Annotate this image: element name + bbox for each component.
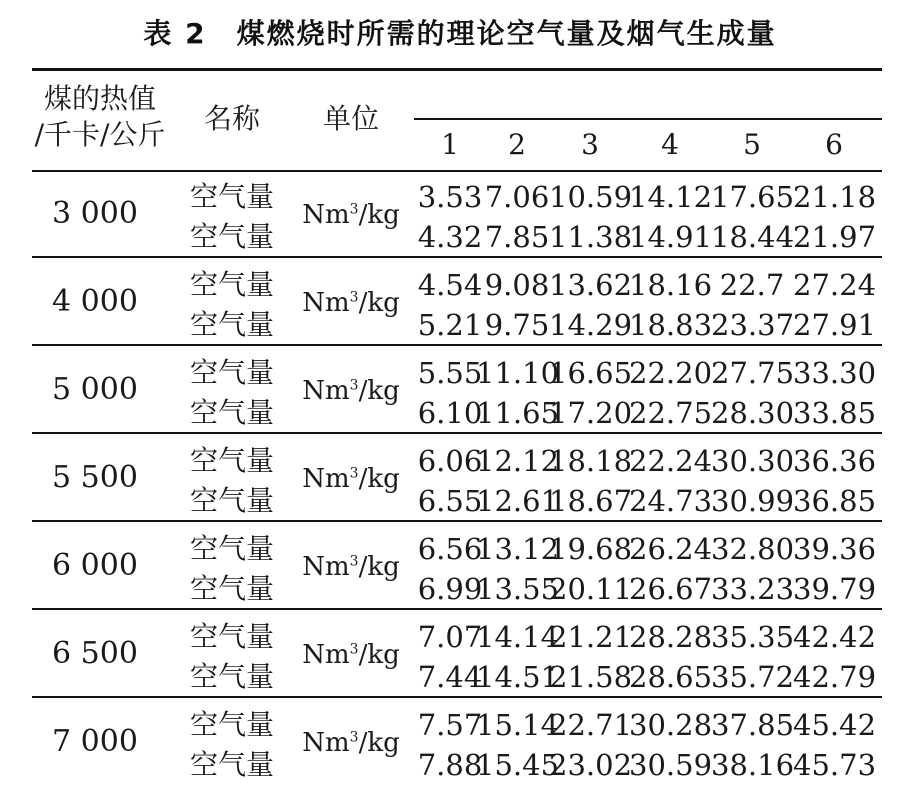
flue-value-cell: 11.38 bbox=[549, 220, 633, 254]
heat-value-cell: 5 000 bbox=[52, 372, 138, 407]
name-cell-air: 空气量 bbox=[189, 180, 274, 213]
air-value-cell: 32.80 bbox=[711, 532, 795, 566]
flue-value-cell: 7.88 bbox=[417, 748, 483, 782]
header-subrule bbox=[414, 118, 882, 120]
air-value-cell: 13.62 bbox=[549, 268, 633, 302]
air-value-cell: 22.7 bbox=[719, 268, 785, 302]
row-separator bbox=[32, 432, 882, 434]
heat-value-cell: 6 000 bbox=[52, 548, 138, 583]
heat-value-cell: 4 000 bbox=[52, 284, 138, 319]
flue-value-cell: 18.83 bbox=[629, 308, 713, 342]
air-value-cell: 36.36 bbox=[793, 444, 877, 478]
table-title: 表 2 煤燃烧时所需的理论空气量及烟气生成量 bbox=[143, 17, 777, 50]
flue-value-cell: 36.85 bbox=[793, 484, 877, 518]
air-value-cell: 6.06 bbox=[417, 444, 483, 478]
air-value-cell: 42.42 bbox=[793, 620, 877, 654]
flue-value-cell: 13.55 bbox=[476, 572, 560, 606]
heat-value-cell: 6 500 bbox=[52, 636, 138, 671]
header-column-4: 4 bbox=[661, 128, 679, 161]
flue-value-cell: 15.45 bbox=[476, 748, 560, 782]
flue-value-cell: 28.30 bbox=[711, 396, 795, 430]
name-cell-air: 空气量 bbox=[189, 356, 274, 389]
heat-value-cell: 3 000 bbox=[52, 196, 138, 231]
flue-value-cell: 28.65 bbox=[629, 660, 713, 694]
flue-value-cell: 27.91 bbox=[793, 308, 877, 342]
row-separator bbox=[32, 696, 882, 698]
flue-value-cell: 30.99 bbox=[711, 484, 795, 518]
flue-value-cell: 22.75 bbox=[629, 396, 713, 430]
air-value-cell: 22.24 bbox=[629, 444, 713, 478]
header-heat-value-line2: /千卡/公斤 bbox=[34, 118, 166, 151]
air-value-cell: 18.16 bbox=[629, 268, 713, 302]
row-separator bbox=[32, 520, 882, 522]
air-value-cell: 27.24 bbox=[793, 268, 877, 302]
flue-value-cell: 30.59 bbox=[629, 748, 713, 782]
air-value-cell: 7.57 bbox=[417, 708, 483, 742]
name-cell-flue: 空气量 bbox=[189, 396, 274, 429]
air-value-cell: 18.18 bbox=[549, 444, 633, 478]
flue-value-cell: 26.67 bbox=[629, 572, 713, 606]
header-name: 名称 bbox=[203, 102, 260, 135]
air-value-cell: 12.12 bbox=[476, 444, 560, 478]
flue-value-cell: 17.20 bbox=[549, 396, 633, 430]
name-cell-air: 空气量 bbox=[189, 444, 274, 477]
air-value-cell: 4.54 bbox=[417, 268, 483, 302]
air-value-cell: 17.65 bbox=[711, 180, 795, 214]
air-value-cell: 16.65 bbox=[549, 356, 633, 390]
air-value-cell: 37.85 bbox=[711, 708, 795, 742]
flue-value-cell: 9.75 bbox=[484, 308, 550, 342]
header-unit: 单位 bbox=[322, 102, 379, 135]
air-value-cell: 9.08 bbox=[484, 268, 550, 302]
unit-cell: Nm$^3$/kg bbox=[302, 552, 400, 582]
flue-value-cell: 5.21 bbox=[417, 308, 483, 342]
air-value-cell: 14.14 bbox=[476, 620, 560, 654]
header-column-5: 5 bbox=[743, 128, 761, 161]
flue-value-cell: 21.97 bbox=[793, 220, 877, 254]
air-value-cell: 3.53 bbox=[417, 180, 483, 214]
air-value-cell: 5.55 bbox=[417, 356, 483, 390]
flue-value-cell: 14.29 bbox=[549, 308, 633, 342]
air-value-cell: 30.30 bbox=[711, 444, 795, 478]
air-value-cell: 35.35 bbox=[711, 620, 795, 654]
flue-value-cell: 23.37 bbox=[711, 308, 795, 342]
flue-value-cell: 6.99 bbox=[417, 572, 483, 606]
air-value-cell: 7.07 bbox=[417, 620, 483, 654]
flue-value-cell: 7.85 bbox=[484, 220, 550, 254]
air-value-cell: 39.36 bbox=[793, 532, 877, 566]
flue-value-cell: 6.55 bbox=[417, 484, 483, 518]
row-separator bbox=[32, 344, 882, 346]
air-value-cell: 28.28 bbox=[629, 620, 713, 654]
flue-value-cell: 33.85 bbox=[793, 396, 877, 430]
air-value-cell: 26.24 bbox=[629, 532, 713, 566]
air-value-cell: 14.12 bbox=[629, 180, 713, 214]
air-value-cell: 21.18 bbox=[793, 180, 877, 214]
flue-value-cell: 18.44 bbox=[711, 220, 795, 254]
air-value-cell: 10.59 bbox=[549, 180, 633, 214]
air-value-cell: 7.06 bbox=[484, 180, 550, 214]
air-value-cell: 11.10 bbox=[476, 356, 560, 390]
flue-value-cell: 14.91 bbox=[629, 220, 713, 254]
row-separator bbox=[32, 256, 882, 258]
header-column-1: 1 bbox=[441, 128, 459, 161]
flue-value-cell: 42.79 bbox=[793, 660, 877, 694]
unit-cell: Nm$^3$/kg bbox=[302, 640, 400, 670]
flue-value-cell: 39.79 bbox=[793, 572, 877, 606]
flue-value-cell: 6.10 bbox=[417, 396, 483, 430]
flue-value-cell: 14.51 bbox=[476, 660, 560, 694]
heat-value-cell: 7 000 bbox=[52, 724, 138, 759]
air-value-cell: 45.42 bbox=[793, 708, 877, 742]
header-heat-value-line1: 煤的热值 bbox=[43, 82, 156, 115]
air-value-cell: 19.68 bbox=[549, 532, 633, 566]
header-column-6: 6 bbox=[825, 128, 843, 161]
air-value-cell: 22.71 bbox=[549, 708, 633, 742]
row-separator bbox=[32, 608, 882, 610]
name-cell-air: 空气量 bbox=[189, 268, 274, 301]
header-column-2: 2 bbox=[508, 128, 526, 161]
unit-cell: Nm$^3$/kg bbox=[302, 728, 400, 758]
air-value-cell: 21.21 bbox=[549, 620, 633, 654]
flue-value-cell: 33.23 bbox=[711, 572, 795, 606]
flue-value-cell: 12.61 bbox=[476, 484, 560, 518]
flue-value-cell: 7.44 bbox=[417, 660, 483, 694]
flue-value-cell: 20.11 bbox=[549, 572, 633, 606]
name-cell-air: 空气量 bbox=[189, 532, 274, 565]
name-cell-flue: 空气量 bbox=[189, 484, 274, 517]
unit-cell: Nm$^3$/kg bbox=[302, 376, 400, 406]
flue-value-cell: 45.73 bbox=[793, 748, 877, 782]
air-value-cell: 22.20 bbox=[629, 356, 713, 390]
name-cell-flue: 空气量 bbox=[189, 748, 274, 781]
flue-value-cell: 11.65 bbox=[476, 396, 560, 430]
air-value-cell: 13.12 bbox=[476, 532, 560, 566]
name-cell-air: 空气量 bbox=[189, 708, 274, 741]
heat-value-cell: 5 500 bbox=[52, 460, 138, 495]
name-cell-flue: 空气量 bbox=[189, 220, 274, 253]
header-column-3: 3 bbox=[581, 128, 599, 161]
flue-value-cell: 18.67 bbox=[549, 484, 633, 518]
flue-value-cell: 4.32 bbox=[417, 220, 483, 254]
name-cell-air: 空气量 bbox=[189, 620, 274, 653]
air-value-cell: 15.14 bbox=[476, 708, 560, 742]
flue-value-cell: 35.72 bbox=[711, 660, 795, 694]
name-cell-flue: 空气量 bbox=[189, 660, 274, 693]
air-value-cell: 6.56 bbox=[417, 532, 483, 566]
header-bottom-rule bbox=[32, 170, 882, 172]
top-rule bbox=[32, 68, 882, 71]
name-cell-flue: 空气量 bbox=[189, 308, 274, 341]
flue-value-cell: 38.16 bbox=[711, 748, 795, 782]
unit-cell: Nm$^3$/kg bbox=[302, 200, 400, 230]
flue-value-cell: 23.02 bbox=[549, 748, 633, 782]
air-value-cell: 30.28 bbox=[629, 708, 713, 742]
name-cell-flue: 空气量 bbox=[189, 572, 274, 605]
flue-value-cell: 21.58 bbox=[549, 660, 633, 694]
flue-value-cell: 24.73 bbox=[629, 484, 713, 518]
air-value-cell: 27.75 bbox=[711, 356, 795, 390]
unit-cell: Nm$^3$/kg bbox=[302, 464, 400, 494]
air-value-cell: 33.30 bbox=[793, 356, 877, 390]
unit-cell: Nm$^3$/kg bbox=[302, 288, 400, 318]
